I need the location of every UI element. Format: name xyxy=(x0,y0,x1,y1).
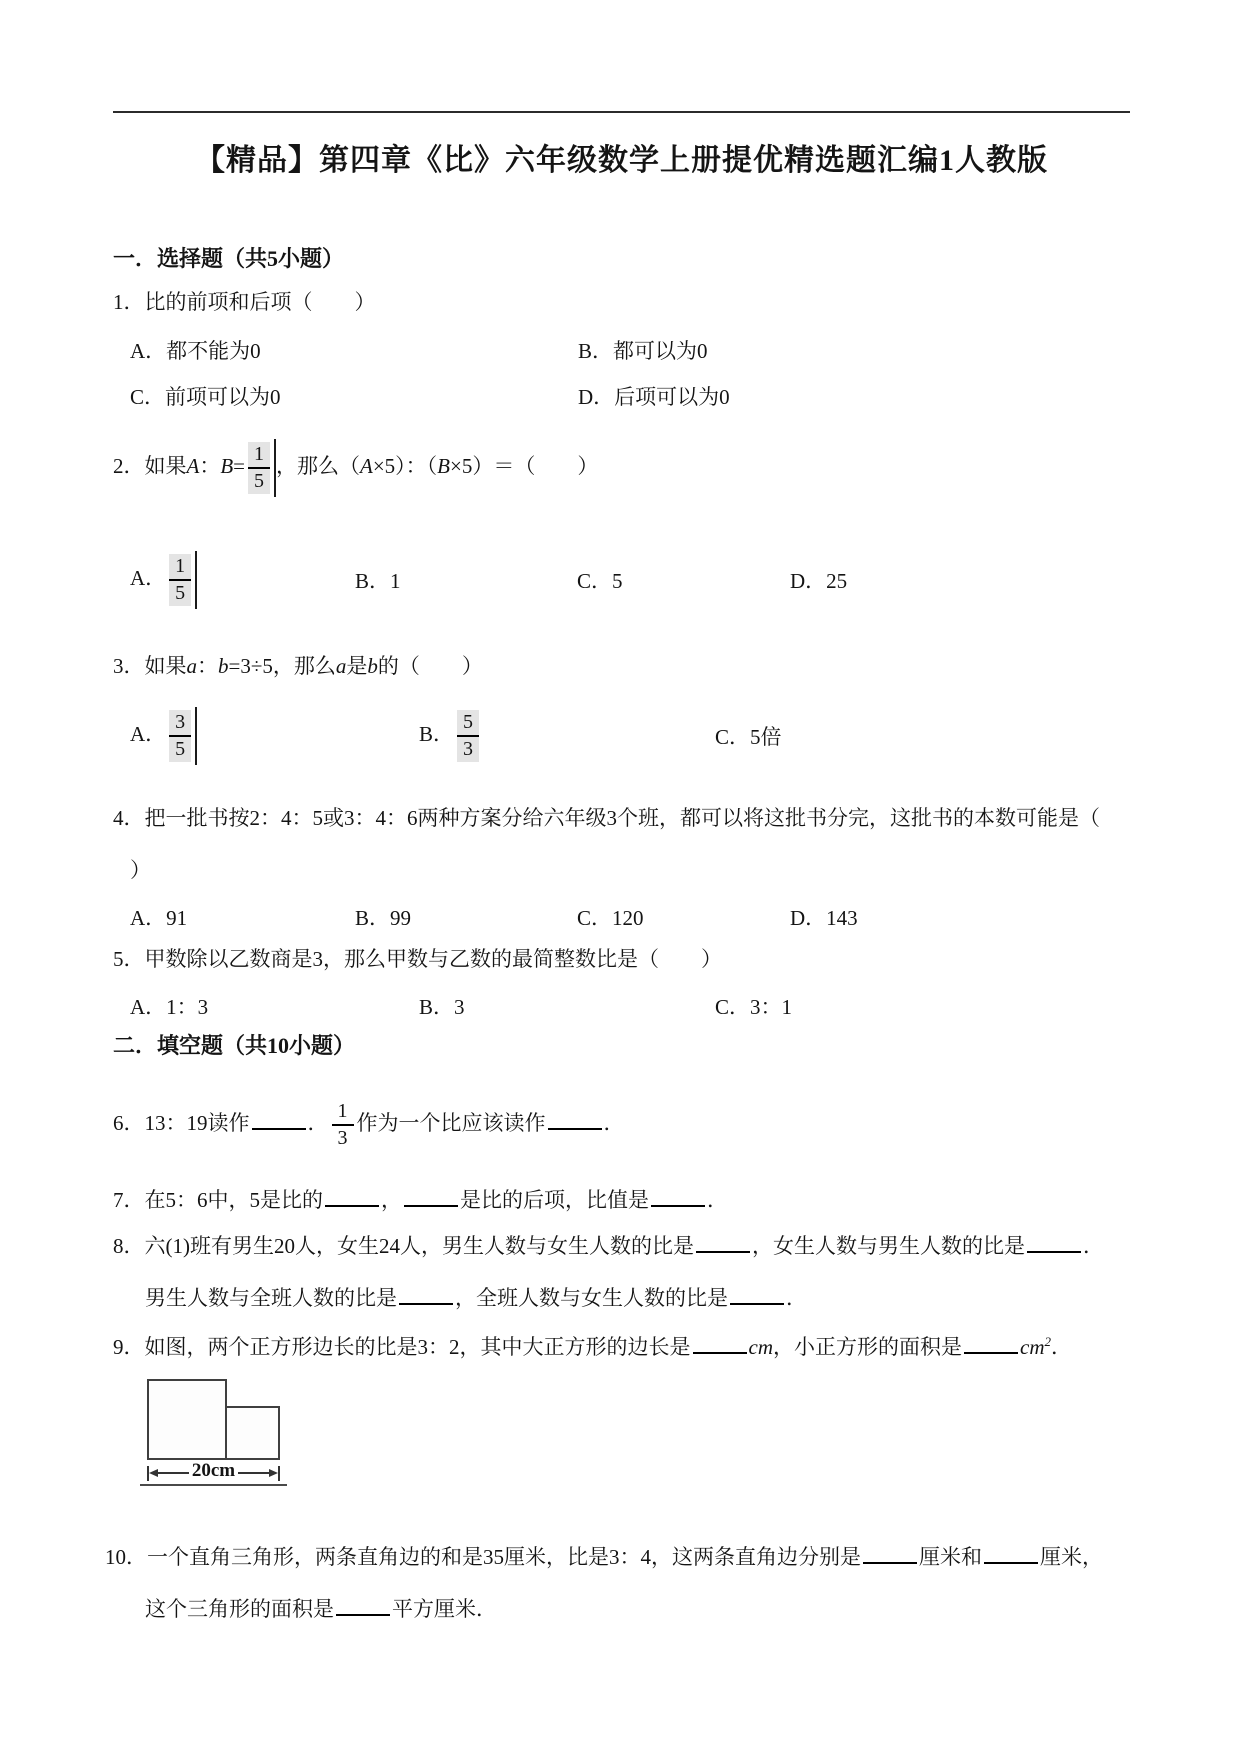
q4-option-b: B．99 xyxy=(355,906,412,930)
dimension-left-line xyxy=(157,1472,189,1474)
q8-segment: ． xyxy=(1082,1234,1104,1258)
q4-option-c: C．120 xyxy=(577,906,644,930)
q1-option-a: A．都不能为0 xyxy=(130,339,261,363)
section-2-heading: 二．填空题（共10小题） xyxy=(113,1033,356,1058)
answer-blank xyxy=(1027,1238,1081,1253)
q3-segment: 是 xyxy=(346,654,368,678)
figure-large-square xyxy=(147,1379,227,1460)
question-2-text xyxy=(113,439,1130,497)
q2-option-b: B．1 xyxy=(355,569,401,593)
question-6-text xyxy=(113,1099,1130,1151)
q7-segment: 7．在5：6中，5是比的 xyxy=(113,1188,323,1212)
q10-segment: 平方厘米． xyxy=(392,1597,497,1621)
q9-unit-cm: cm xyxy=(748,1335,773,1359)
question-5-options-row xyxy=(113,991,1130,1017)
q3-option-a-fraction xyxy=(169,710,191,762)
q8-segment: ，全班人数与女生人数的比是 xyxy=(455,1286,728,1310)
answer-blank xyxy=(964,1339,1018,1354)
answer-blank xyxy=(693,1339,747,1354)
q8-segment: ． xyxy=(786,1286,807,1310)
q10-segment: 10．一个直角三角形，两条直角边的和是35厘米，比是3：4，这两条直角边分别是 xyxy=(105,1545,861,1569)
question-4-options-row xyxy=(113,902,1130,928)
q3-option-b xyxy=(419,710,482,762)
text-caret xyxy=(195,707,197,765)
q6-segment: 作为一个比应该读作 xyxy=(356,1110,546,1135)
page-title: 【精品】第四章《比》六年级数学上册提优精选题汇编1人教版 xyxy=(195,144,1048,177)
q3-segment: =3÷5，那么 xyxy=(228,654,336,678)
header-rule xyxy=(113,111,1130,113)
question-10-text-line-1 xyxy=(105,1544,1130,1570)
figure-dimension-label: 20cm xyxy=(191,1460,236,1481)
q1-option-c: C．前项可以为0 xyxy=(130,385,281,409)
q7-segment: ． xyxy=(707,1188,728,1212)
answer-blank xyxy=(651,1192,705,1207)
q2-segment: ×5）＝（ ） xyxy=(450,453,599,478)
figure-squares xyxy=(147,1379,1130,1460)
figure-small-square xyxy=(225,1406,280,1460)
question-1-options-row-2 xyxy=(113,381,1130,407)
q6-segment: ． xyxy=(603,1110,625,1135)
page-content xyxy=(105,111,1130,1622)
fraction-denominator: 5 xyxy=(254,470,264,492)
fraction-denominator: 5 xyxy=(175,582,186,604)
q8-segment: 8．六(1)班有男生20人，女生24人，男生人数与女生人数的比是 xyxy=(113,1234,694,1258)
question-1-options-row-1 xyxy=(113,335,1130,361)
answer-blank xyxy=(336,1601,390,1616)
fraction-numerator: 1 xyxy=(169,554,191,581)
dimension-right-arrow-icon xyxy=(269,1469,278,1477)
fraction-numerator: 3 xyxy=(169,710,191,737)
q9-segment: 9．如图，两个正方形边长的比是3：2，其中大正方形的边长是 xyxy=(113,1335,691,1359)
answer-blank xyxy=(696,1238,750,1253)
q8-segment: ，女生人数与男生人数的比是 xyxy=(751,1234,1025,1258)
q6-segment: ． xyxy=(307,1110,329,1135)
question-10-text-line-2 xyxy=(113,1596,1130,1622)
question-6-fraction xyxy=(332,1099,354,1151)
q7-segment: 是比的后项，比值是 xyxy=(460,1188,649,1212)
q10-segment: 厘米， xyxy=(1040,1545,1103,1569)
q6-segment: 6．13：19读作 xyxy=(113,1110,250,1135)
q3-option-b-label: B． xyxy=(419,721,455,746)
q7-segment: ， xyxy=(381,1188,402,1212)
answer-blank xyxy=(252,1115,306,1130)
text-caret xyxy=(195,551,197,609)
q2-var-a: A xyxy=(186,453,200,478)
dimension-right-tick xyxy=(278,1466,280,1481)
q9-superscript-2: 2 xyxy=(1044,1334,1051,1349)
q4-option-a: A．91 xyxy=(130,906,188,930)
q1-option-b: B．都可以为0 xyxy=(578,339,708,363)
q5-option-b: B．3 xyxy=(419,995,465,1019)
q3-segment: 3．如果 xyxy=(113,654,187,678)
q9-segment: ，小正方形的面积是 xyxy=(773,1335,962,1359)
question-2-fraction xyxy=(248,442,270,494)
fraction-numerator: 1 xyxy=(332,1099,354,1126)
question-8-text-line-1 xyxy=(113,1233,1130,1259)
question-4-text-line-2: ） xyxy=(130,858,151,882)
dimension-right-line xyxy=(238,1472,270,1474)
fraction-denominator: 3 xyxy=(463,738,474,760)
answer-blank xyxy=(548,1115,602,1130)
q1-option-d: D．后项可以为0 xyxy=(578,385,730,409)
fraction-numerator: 5 xyxy=(457,710,479,737)
q2-var-b: B xyxy=(220,453,234,478)
q9-segment: ． xyxy=(1051,1335,1072,1359)
q10-segment: 厘米和 xyxy=(919,1545,982,1569)
q3-segment: ： xyxy=(197,654,218,678)
figure-dimension xyxy=(147,1460,280,1481)
question-5-text: 5．甲数除以乙数商是3，那么甲数与乙数的最简整数比是（ ） xyxy=(113,947,722,971)
q2-var-a2: A xyxy=(360,453,373,478)
question-4-text-line-1: 4．把一批书按2：4：5或3：4：6两种方案分给六年级3个班，都可以将这批书分完，这批书的本数可能是（ xyxy=(113,806,1100,830)
answer-blank xyxy=(404,1192,458,1207)
q3-var-a: a xyxy=(186,654,197,678)
figure-underline xyxy=(140,1484,287,1486)
q2-option-a-label: A． xyxy=(130,565,167,590)
question-2-options-row xyxy=(113,549,1130,611)
answer-blank xyxy=(325,1192,379,1207)
q3-option-b-fraction xyxy=(457,710,479,762)
q2-option-a-fraction xyxy=(169,554,191,606)
q3-option-a xyxy=(130,707,197,765)
fraction-denominator: 3 xyxy=(337,1127,348,1149)
question-9-text xyxy=(113,1329,1130,1360)
answer-blank xyxy=(984,1549,1038,1564)
question-3-text xyxy=(113,653,1130,679)
q2-segment: ×5）：（ xyxy=(372,453,438,478)
q2-option-d: D．25 xyxy=(790,569,848,593)
q3-segment: 的（ ） xyxy=(377,654,483,678)
q3-var-b2: b xyxy=(367,654,378,678)
q9-unit-cm2: cm xyxy=(1020,1335,1045,1359)
question-8-text-line-2 xyxy=(113,1285,1130,1311)
q3-var-a2: a xyxy=(335,654,347,678)
q4-option-d: D．143 xyxy=(790,906,858,930)
question-1-text: 1．比的前项和后项（ ） xyxy=(113,290,376,314)
q8-segment: 男生人数与全班人数的比是 xyxy=(145,1286,397,1310)
q3-option-c: C．5倍 xyxy=(715,725,782,749)
q10-segment: 这个三角形的面积是 xyxy=(145,1597,334,1621)
q3-option-a-label: A． xyxy=(130,721,167,746)
answer-blank xyxy=(399,1290,453,1305)
fraction-numerator: 1 xyxy=(248,442,270,469)
q2-segment: = xyxy=(233,453,245,478)
q2-var-b2: B xyxy=(437,453,450,478)
question-3-options-row xyxy=(113,705,1130,767)
q2-segment: 2．如果 xyxy=(113,453,187,478)
answer-blank xyxy=(730,1290,784,1305)
question-7-text xyxy=(113,1187,1130,1213)
answer-blank xyxy=(863,1549,917,1564)
section-1-heading: 一．选择题（共5小题） xyxy=(113,246,345,271)
q9-figure xyxy=(147,1379,1130,1486)
q2-segment: ，那么（ xyxy=(276,453,360,478)
q2-segment: ： xyxy=(199,453,221,478)
fraction-denominator: 5 xyxy=(175,738,186,760)
q5-option-a: A．1：3 xyxy=(130,995,209,1019)
q2-option-a xyxy=(130,551,197,609)
q3-var-b: b xyxy=(218,654,229,678)
q2-option-c: C．5 xyxy=(577,569,623,593)
q5-option-c: C．3：1 xyxy=(715,995,793,1019)
